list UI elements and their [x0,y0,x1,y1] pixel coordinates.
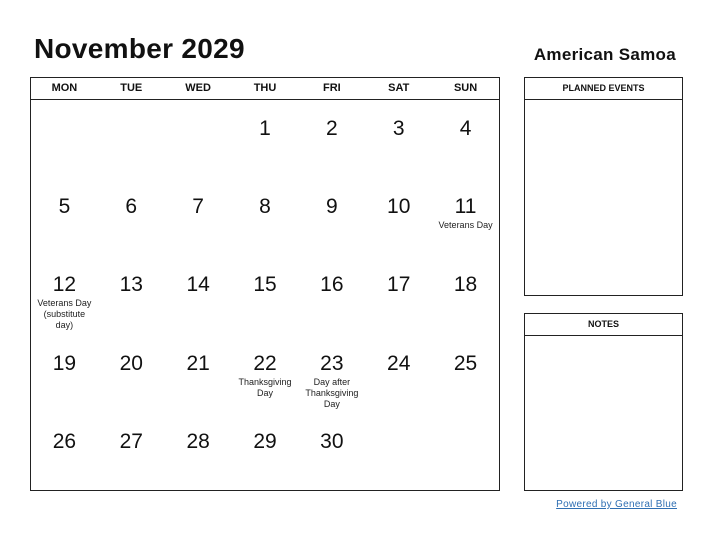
day-cell [298,413,365,491]
day-cell [232,256,299,334]
day-number: 12 [52,273,77,297]
day-cell [31,100,98,178]
day-number: 19 [52,351,77,375]
day-cell [298,335,365,413]
notes-title: NOTES [525,314,682,336]
day-number: 25 [453,351,478,375]
holiday-label: Thanksgiving Day [238,376,292,398]
day-number: 23 [320,351,344,375]
day-number: 17 [387,273,411,297]
weekday-wed: WED [185,82,211,94]
day-cell [165,335,232,413]
day-cell [298,178,365,256]
day-cell [365,413,432,491]
calendar-grid [30,77,500,491]
day-number: 16 [320,273,344,297]
day-number: 13 [119,273,143,297]
day-cell [165,413,232,491]
planned-events-title: PLANNED EVENTS [525,78,682,100]
day-cell [31,413,98,491]
day-number: 22 [253,351,277,375]
day-number: 11 [454,195,477,219]
holiday-label: Veterans Day (substitute day) [37,298,92,331]
weekday-header-row [31,78,499,100]
day-number: 1 [259,117,271,140]
day-number: 7 [192,195,204,219]
day-cell [365,256,432,334]
weekday-sat: SAT [388,82,410,94]
day-cell [432,413,499,491]
day-cell [432,178,499,256]
day-number: 14 [186,273,210,297]
day-cell [98,335,165,413]
day-cell [31,178,98,256]
day-number: 3 [392,117,405,140]
planned-events-panel [524,77,683,296]
day-cell [232,178,299,256]
day-cell [98,413,165,491]
day-number: 9 [326,195,338,219]
day-number: 8 [259,195,271,219]
day-number: 18 [453,273,478,297]
holiday-label: Day after Thanksgiving Day [305,376,359,409]
day-number: 27 [119,429,143,453]
day-cell [432,100,499,178]
day-cell [98,100,165,178]
day-number: 6 [125,195,138,219]
day-cell [31,256,98,334]
day-number: 28 [186,429,210,453]
weeks-body [31,100,499,491]
weekday-thu: THU [253,82,277,94]
day-number: 2 [326,117,338,140]
day-number: 15 [253,273,277,297]
notes-panel [524,313,683,491]
day-cell [432,256,499,334]
day-cell [232,413,299,491]
weekday-mon: MON [51,82,78,94]
day-number: 4 [459,117,472,140]
weekday-sun: SUN [453,82,478,94]
day-cell [98,256,165,334]
day-cell [165,100,232,178]
day-cell [365,178,432,256]
day-cell [98,178,165,256]
powered-by-link[interactable]: Powered by General Blue [556,499,677,510]
day-number: 26 [52,429,77,453]
day-number: 20 [119,351,143,375]
day-cell [31,335,98,413]
holiday-label: Veterans Day [438,220,493,231]
day-number: 29 [253,429,277,453]
day-cell [432,335,499,413]
day-number: 21 [186,351,210,375]
day-cell [165,178,232,256]
region-label: American Samoa [533,45,676,64]
day-cell [232,100,299,178]
day-number: 5 [58,195,71,219]
page-title: November 2029 [34,33,245,64]
day-cell [232,335,299,413]
weekday-fri: FRI [322,82,341,94]
day-cell [298,100,365,178]
day-cell [165,256,232,334]
weekday-tue: TUE [120,82,143,94]
day-number: 24 [387,351,411,375]
day-cell [298,256,365,334]
day-number: 10 [387,195,411,219]
day-cell [365,335,432,413]
day-number: 30 [320,429,344,453]
day-cell [365,100,432,178]
